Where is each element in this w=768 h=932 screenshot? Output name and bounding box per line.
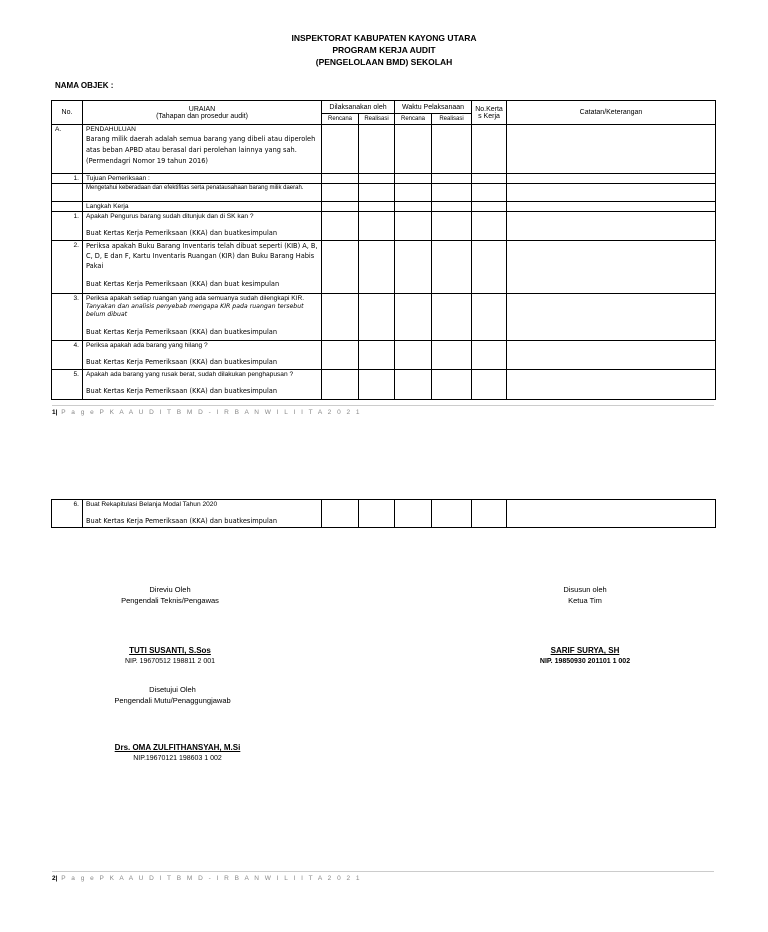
reviewer-label: Direviu Oleh (149, 585, 191, 594)
table-row (52, 341, 716, 370)
header-uraian (83, 101, 322, 125)
author-block (520, 584, 650, 606)
header-uraian-sub: (Tahapan dan prosedur audit) (156, 112, 248, 120)
row-3-note: Tanyakan dan analisis penyebab mengapa KIR pada ruangan tersebut belum dibuat (86, 303, 304, 318)
reviewer-name: TUTI SUSANTI, S.Sos (129, 646, 211, 655)
row-2-kka: Buat Kertas Kerja Pemeriksaan (KKA) dan buat kesimpulan (86, 280, 280, 288)
row-3-uraian (83, 294, 322, 341)
approver-name: Drs. OMA ZULFITHANSYAH, M.Si (114, 743, 241, 752)
row-2-question: Periksa apakah Buku Barang Inventaris telah dibuat seperti (KIB) A, B, C, D, E dan F, Kartu Inventaris Ruangan (KIR) dan Buku Barang Habis Pakai (86, 242, 318, 270)
header-realisasi-1: Realisasi (359, 114, 395, 125)
header-catatan: Catatan/Keterangan (507, 101, 716, 125)
table-row (52, 212, 716, 241)
row-6-question: Buat Rekapitulasi Belanja Modal Tahun 2020 (86, 501, 218, 508)
row-1-uraian (83, 212, 322, 241)
row-a-title: PENDAHULUAN (86, 126, 136, 133)
row-4-no: 4. (52, 341, 83, 370)
table-row (52, 241, 716, 294)
table-row (52, 202, 716, 212)
approver-block (95, 684, 250, 706)
header-dilaksanakan: Dilaksanakan oleh (322, 101, 395, 114)
author-name: SARIF SURYA, SH (550, 646, 620, 655)
header-line-3: (PENGELOLAAN BMD) SEKOLAH (315, 57, 453, 67)
row-5-uraian (83, 370, 322, 400)
header-nokerta-line1: No.Kerta (475, 105, 503, 113)
header-waktu: Waktu Pelaksanaan (395, 101, 472, 114)
row-langkah-kerja: Langkah Kerja (83, 202, 322, 212)
row-4-question: Periksa apakah ada barang yang hilang ? (86, 342, 208, 349)
page-number-2: 2 (52, 875, 56, 882)
author-nip: NIP. 19850930 201101 1 002 (539, 658, 631, 665)
table-row (52, 125, 716, 174)
nama-objek-label: NAMA OBJEK : (55, 81, 114, 90)
table-row (52, 184, 716, 202)
footer-text-1: P a g e P K A A U D I T B M D - I R B A N W I L I I T A 2 0 2 1 (61, 409, 362, 416)
page-footer-1 (52, 405, 714, 416)
footer-text-2: P a g e P K A A U D I T B M D - I R B A N W I L I I T A 2 0 2 1 (61, 875, 362, 882)
table-row (52, 174, 716, 184)
row-tujuan-text: Mengetahui keberadaan dan efektifitas serta penatausahaan barang milik daerah. (83, 184, 322, 202)
author-sign (520, 645, 650, 667)
header-line-2: PROGRAM KERJA AUDIT (332, 45, 436, 55)
audit-program-table (51, 100, 716, 400)
approver-sign (95, 742, 260, 764)
row-a-text: Barang milik daerah adalah semua barang yang dibeli atau diperoleh atas beban APBD atau berasal dari perolehan lainnya yang sah. (Permendagri Nomor 19 tahun 2016) (86, 135, 316, 165)
approver-role: Pengendali Mutu/Penaggungjawab (114, 696, 231, 705)
row-2-no: 2. (52, 241, 83, 294)
row-6-no: 6. (52, 500, 83, 528)
row-1-kka: Buat Kertas Kerja Pemeriksaan (KKA) dan buatkesimpulan (86, 229, 278, 237)
header-rencana-1: Rencana (322, 114, 359, 125)
audit-program-table-continued (51, 499, 716, 528)
table-row (52, 370, 716, 400)
row-5-question: Apakah ada barang yang rusak berat, sudah dilakukan penghapusan ? (86, 371, 294, 378)
row-1-question: Apakah Pengurus barang sudah ditunjuk dan di SK kan ? (86, 213, 254, 220)
header-line-1: INSPEKTORAT KABUPATEN KAYONG UTARA (291, 33, 477, 43)
header-uraian-title: URAIAN (188, 105, 216, 113)
row-3-no: 3. (52, 294, 83, 341)
footer-separator-2: | (55, 875, 58, 882)
reviewer-role: Pengendali Teknis/Pengawas (121, 596, 219, 605)
row-3-kka: Buat Kertas Kerja Pemeriksaan (KKA) dan buatkesimpulan (86, 328, 278, 336)
row-4-kka: Buat Kertas Kerja Pemeriksaan (KKA) dan buatkesimpulan (86, 358, 278, 366)
table-row (52, 500, 716, 528)
row-a-no: A. (52, 125, 83, 174)
row-6-uraian (83, 500, 322, 528)
row-5-kka: Buat Kertas Kerja Pemeriksaan (KKA) dan buatkesimpulan (86, 387, 278, 395)
footer-separator-1: | (55, 409, 58, 416)
row-a-uraian (83, 125, 322, 174)
header-realisasi-2: Realisasi (432, 114, 472, 125)
table-row (52, 294, 716, 341)
author-label: Disusun oleh (563, 585, 607, 594)
header-rencana-2: Rencana (395, 114, 432, 125)
row-2-uraian (83, 241, 322, 294)
row-4-uraian (83, 341, 322, 370)
reviewer-nip: NIP. 19670512 198811 2 001 (124, 658, 216, 665)
row-5-no: 5. (52, 370, 83, 400)
approver-nip: NIP.19670121 198603 1 002 (133, 755, 222, 762)
header-nokerta (472, 101, 507, 125)
header-nokerta-line2: s Kerja (478, 112, 500, 120)
row-3-question: Periksa apakah setiap ruangan yang ada semuanya sudah dilengkapi KIR. (86, 295, 305, 302)
approver-label: Disetujui Oleh (149, 685, 196, 694)
row-tujuan-title: Tujuan Pemeriksaan : (83, 174, 322, 184)
author-role: Ketua Tim (568, 596, 602, 605)
row-6-kka: Buat Kertas Kerja Pemeriksaan (KKA) dan buatkesimpulan (86, 517, 278, 525)
reviewer-block (100, 584, 240, 606)
reviewer-sign (100, 645, 240, 667)
row-tujuan-no: 1. (52, 174, 83, 184)
row-1-no: 1. (52, 212, 83, 241)
header-no: No. (52, 101, 83, 125)
page-number-1: 1 (52, 409, 56, 416)
page-footer-2 (52, 871, 714, 882)
